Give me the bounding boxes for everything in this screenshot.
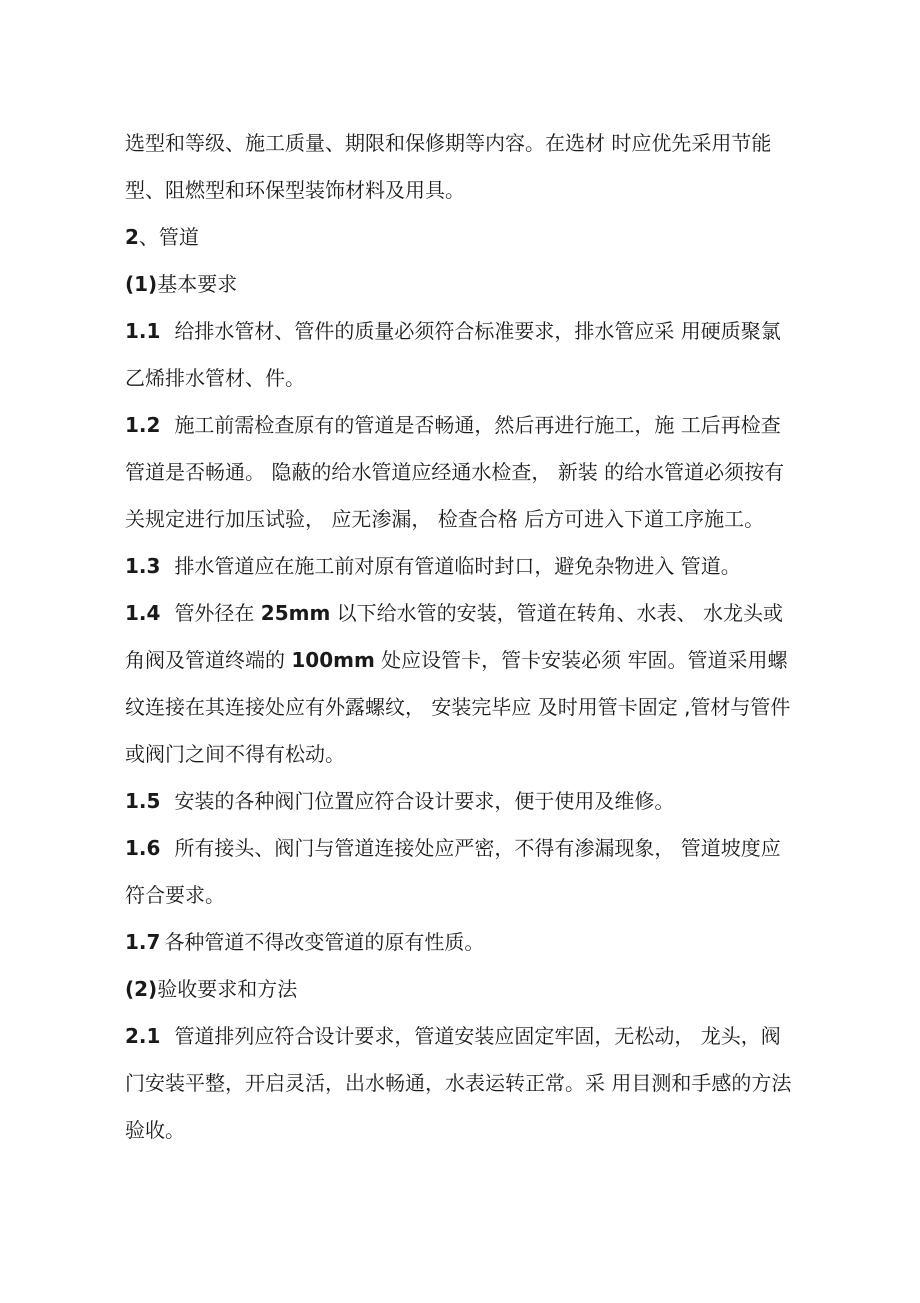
clause-1-7 [125, 919, 797, 966]
clause-bold-value-a: 25mm [260, 601, 331, 625]
section-title: 、管道 [138, 225, 199, 249]
document-body [125, 120, 797, 1154]
clause-text: 给排水管材、管件的质量必须符合标准要求，排水管应采 用硬质聚氯乙烯排水管材、件。 [125, 319, 781, 390]
clause-number: 1.1 [125, 319, 161, 343]
paragraph-intro [125, 120, 797, 214]
clause-text: 所有接头、阀门与管道连接处应严密，不得有渗漏现象， 管道坡度应符合要求。 [125, 836, 781, 907]
section-number: 2 [125, 225, 139, 249]
clause-1-2 [125, 402, 797, 543]
clause-bold-value-b: 100mm [291, 648, 375, 672]
clause-text: 安装的各种阀门位置应符合设计要求，便于使用及维修。 [174, 789, 675, 813]
subsection-title: 基本要求 [157, 272, 238, 296]
clause-text: 排水管道应在施工前对原有管道临时封口，避免杂物进入 管道。 [174, 554, 741, 578]
clause-1-3 [125, 543, 797, 590]
paragraph-text: 选型和等级、施工质量、期限和保修期等内容。在选材 时应优先采用节能型、阻燃型和环保型装饰材料及用具。 [125, 131, 772, 202]
clause-1-6 [125, 825, 797, 919]
subsection-number: (1) [125, 272, 158, 296]
clause-number: 1.6 [125, 836, 161, 860]
clause-text-part-c: 处应设管卡，管卡安装必须 牢固。管道采用螺纹连接在其连接处应有外露螺纹， 安装完毕应 及时用管卡固定 ,管材与管件或阀门之间不得有松动。 [125, 648, 791, 766]
clause-2-1 [125, 1013, 797, 1154]
clause-1-5 [125, 778, 797, 825]
clause-number: 2.1 [125, 1024, 161, 1048]
clause-text-part-a: 管外径在 [174, 601, 261, 625]
clause-number: 1.3 [125, 554, 161, 578]
clause-number: 1.4 [125, 601, 161, 625]
clause-number: 1.7 [125, 930, 161, 954]
subsection-title: 验收要求和方法 [157, 977, 298, 1001]
subsection-heading-basic-requirements [125, 261, 797, 308]
clause-number: 1.5 [125, 789, 161, 813]
clause-1-4 [125, 590, 797, 778]
clause-number: 1.2 [125, 413, 161, 437]
section-heading-pipes [125, 214, 797, 261]
subsection-number: (2) [125, 977, 158, 1001]
clause-text: 各种管道不得改变管道的原有性质。 [164, 930, 485, 954]
subsection-heading-acceptance [125, 966, 797, 1013]
clause-1-1 [125, 308, 797, 402]
clause-text-part-b: 以下给水管的安装，管道在转角、水表、 水龙头或角阀及管道终端的 [125, 601, 784, 672]
clause-text: 施工前需检查原有的管道是否畅通，然后再进行施工，施 工后再检查管道是否畅通。 隐蔽的给水管道应经通水检查， 新装 的给水管道必须按有关规定进行加压试验， 应无渗漏， 检查合格 后方可进入下道工序施工。 [125, 413, 785, 531]
clause-text: 管道排列应符合设计要求，管道安装应固定牢固，无松动， 龙头，阀门安装平整，开启灵活，出水畅通，水表运转正常。采 用目测和手感的方法验收。 [125, 1024, 792, 1142]
